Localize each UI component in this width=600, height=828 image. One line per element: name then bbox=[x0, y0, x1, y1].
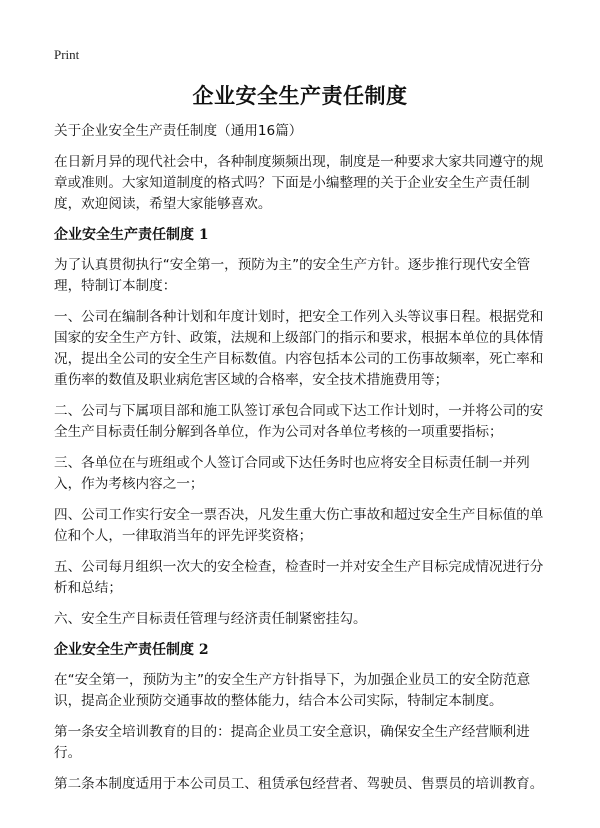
print-link[interactable]: Print bbox=[54, 47, 80, 62]
document-subtitle: 关于企业安全生产责任制度（通用16篇） bbox=[54, 123, 303, 139]
section-1-paragraph-2: 一、公司在编制各种计划和年度计划时，把安全工作列入头等议事日程。根据党和国家的安全生产方针、政策，法规和上级部门的指示和要求，根据本单位的具体情况，提出全公司的安全生产目标数值。内容包括本公司的工伤事故频率，死亡率和重伤率的数值及职业病危害区域的合格率，安全技术措施费用等； bbox=[54, 309, 544, 388]
section-2-paragraph-2: 第一条安全培训教育的目的：提高企业员工安全意识，确保安全生产经营顺利进行。 bbox=[54, 724, 530, 761]
section-1-paragraph-1: 为了认真贯彻执行“安全第一，预防为主”的安全生产方针。逐步推行现代安全管理，特制订本制度： bbox=[54, 257, 531, 294]
section-2-heading: 企业安全生产责任制度 2 bbox=[54, 642, 209, 658]
section-2-paragraph-1: 在“安全第一，预防为主”的安全生产方针指导下，为加强企业员工的安全防范意识，提高企业预防交通事故的整体能力，结合本公司实际，特制定本制度。 bbox=[54, 672, 531, 709]
section-1-paragraph-3: 二、公司与下属项目部和施工队签订承包合同或下达工作计划时，一并将公司的安全生产目标责任制分解到各单位，作为公司对各单位考核的一项重要指标； bbox=[54, 403, 544, 440]
intro-paragraph: 在日新月异的现代社会中，各种制度频频出现，制度是一种要求大家共同遵守的规章或准则。大家知道制度的格式吗？下面是小编整理的关于企业安全生产责任制度，欢迎阅读，希望大家能够喜欢。 bbox=[54, 154, 544, 212]
document-body bbox=[54, 121, 548, 805]
section-1-paragraph-4: 三、各单位在与班组或个人签订合同或下达任务时也应将安全目标责任制一并列入，作为考核内容之一； bbox=[54, 455, 530, 492]
section-1-heading: 企业安全生产责任制度 1 bbox=[54, 227, 209, 243]
section-1-paragraph-6: 五、公司每月组织一次大的安全检查，检查时一并对安全生产目标完成情况进行分析和总结； bbox=[54, 559, 544, 596]
section-1-paragraph-7: 六、安全生产目标责任管理与经济责任制紧密挂勾。 bbox=[54, 611, 367, 627]
section-2-paragraph-3: 第二条本制度适用于本公司员工、租赁承包经营者、驾驶员、售票员的培训教育。 bbox=[54, 776, 544, 792]
document-title: 企业安全生产责任制度 bbox=[192, 84, 408, 108]
section-1-paragraph-5: 四、公司工作实行安全一票否决，凡发生重大伤亡事故和超过安全生产目标值的单位和个人，一律取消当年的评先评奖资格； bbox=[54, 507, 544, 544]
